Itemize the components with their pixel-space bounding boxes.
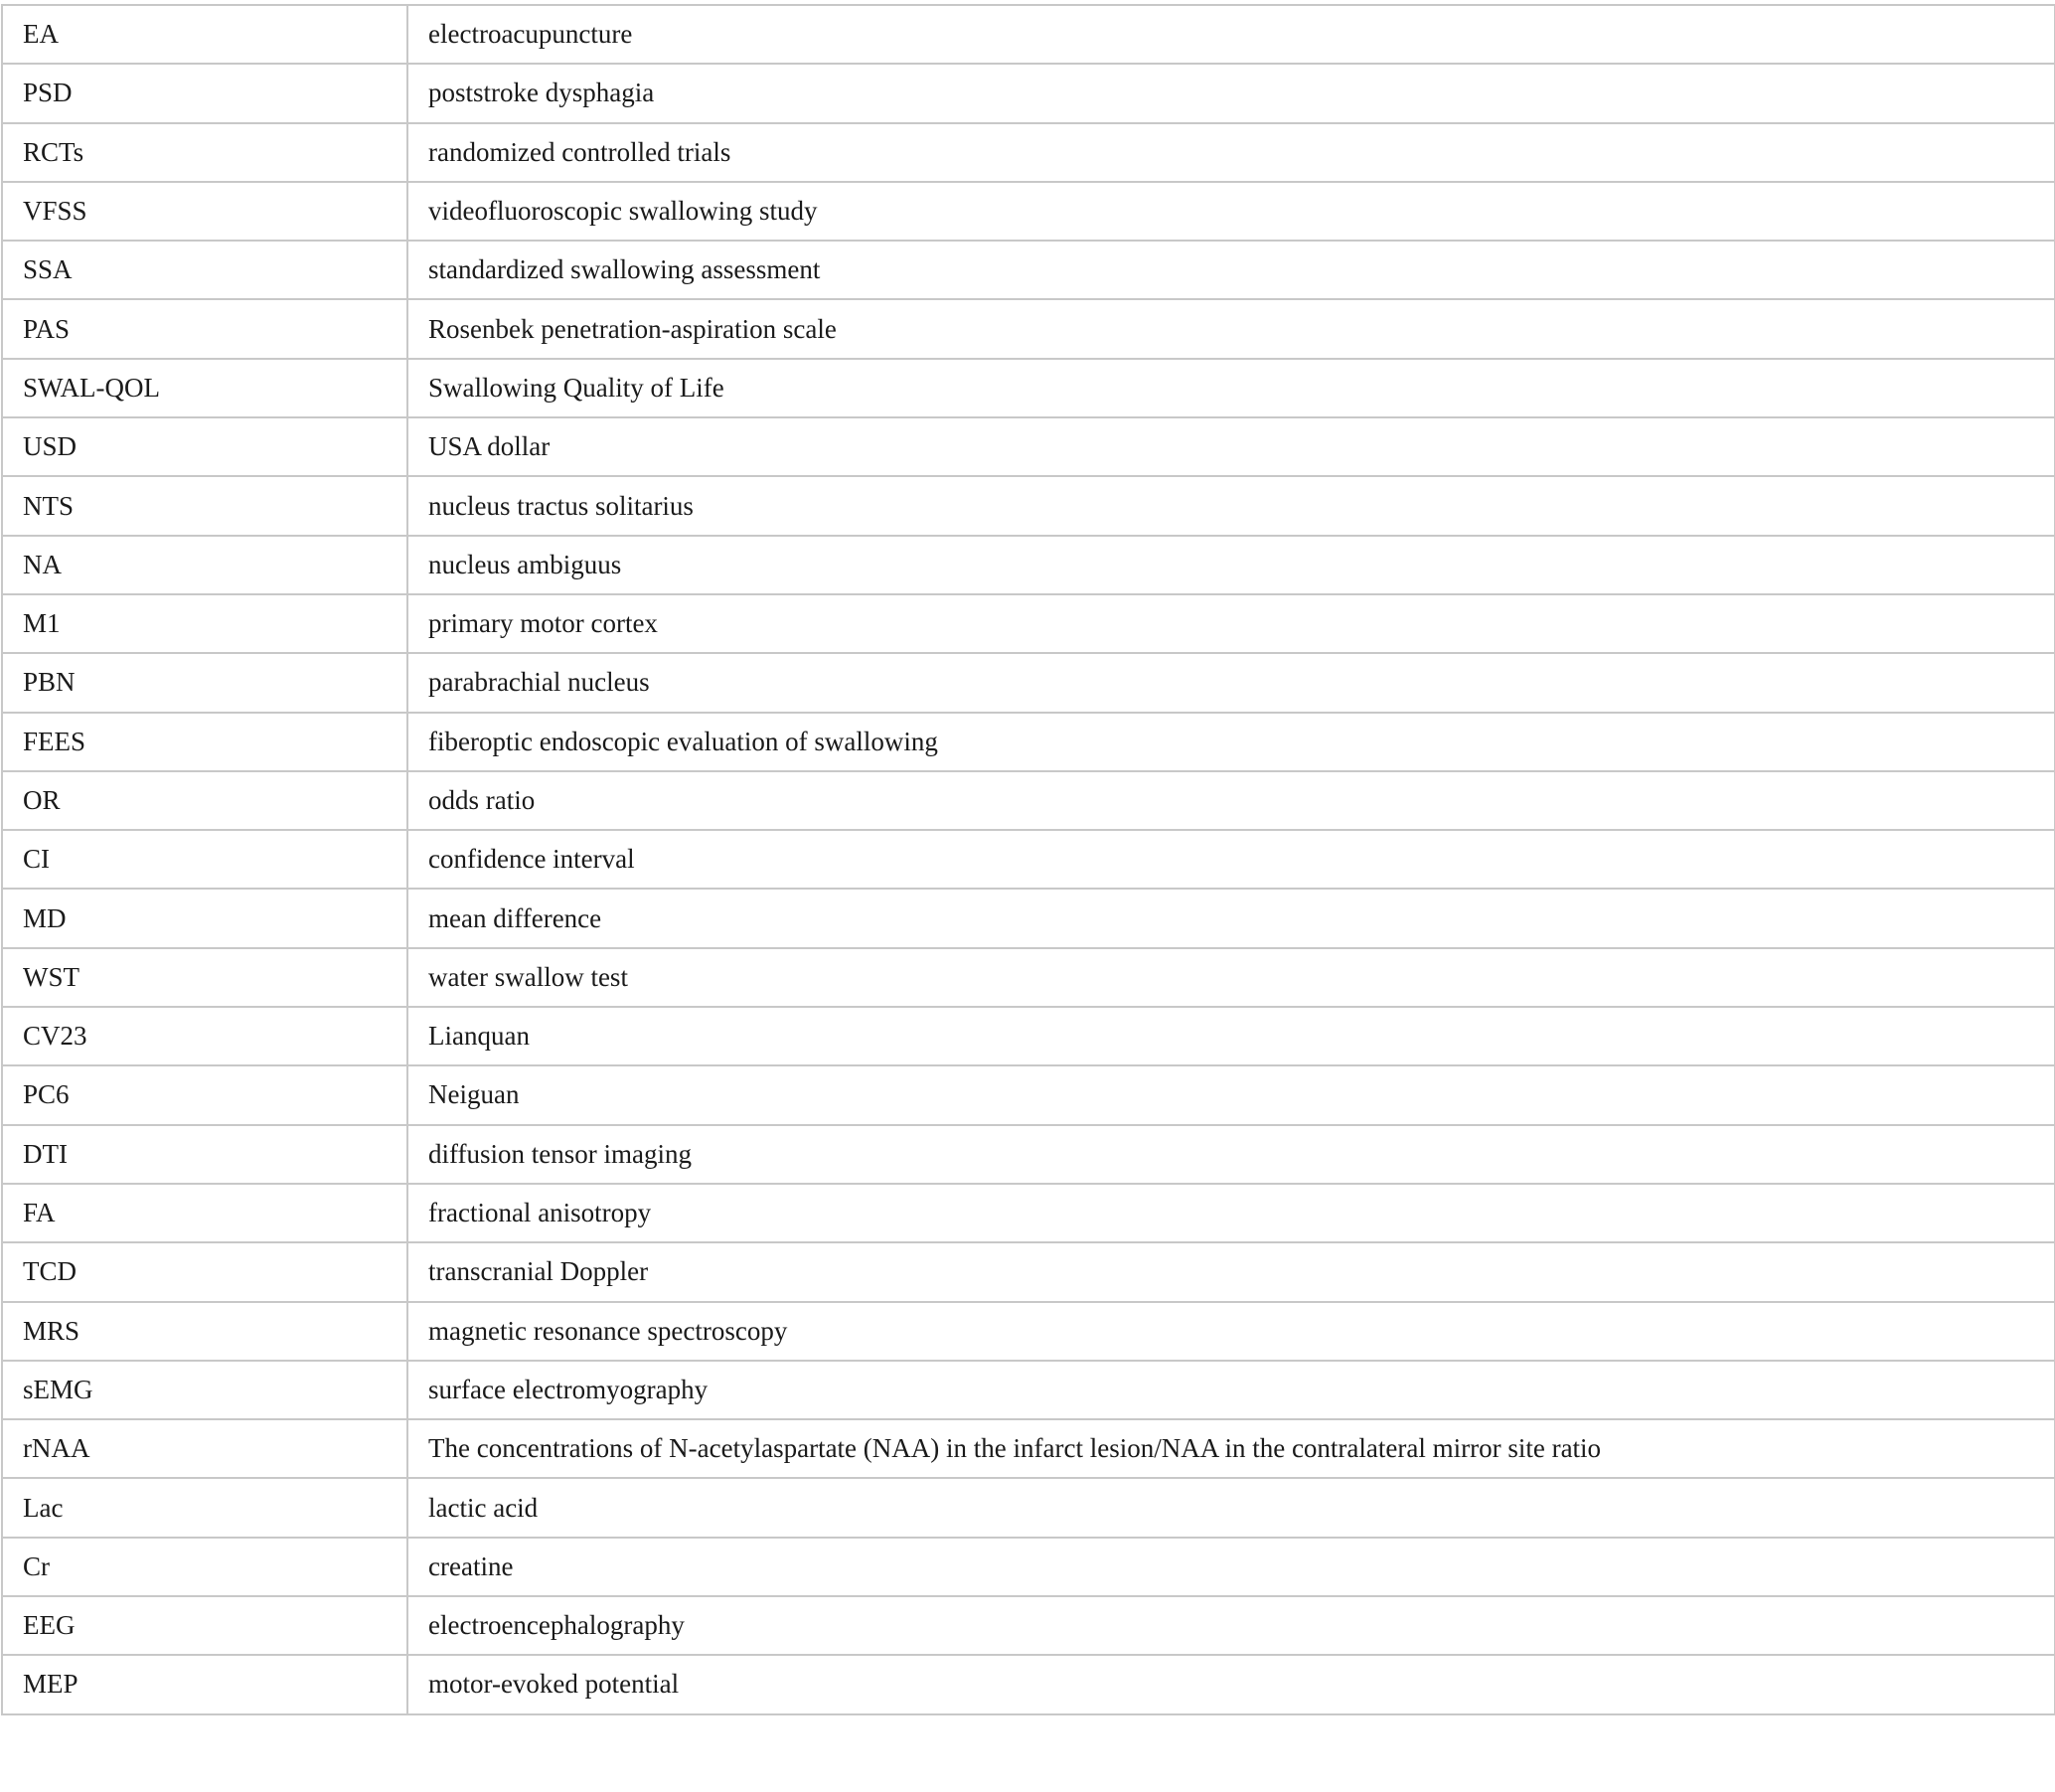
- table-row: [2, 1242, 2055, 1301]
- table-row: [2, 1184, 2055, 1242]
- table-row: [2, 1065, 2055, 1124]
- definition-cell: transcranial Doppler: [407, 1242, 2055, 1301]
- abbreviation-cell: NA: [2, 536, 407, 594]
- abbreviation-cell: M1: [2, 594, 407, 653]
- definition-cell: odds ratio: [407, 771, 2055, 830]
- table-row: [2, 653, 2055, 712]
- definition-cell: videofluoroscopic swallowing study: [407, 182, 2055, 241]
- table-row: [2, 1125, 2055, 1184]
- abbreviation-cell: MD: [2, 889, 407, 947]
- table-row: [2, 64, 2055, 122]
- definition-cell: The concentrations of N-acetylaspartate (NAA) in the infarct lesion/NAA in the contralateral mirror site ratio: [407, 1419, 2055, 1478]
- definition-cell: mean difference: [407, 889, 2055, 947]
- definition-cell: parabrachial nucleus: [407, 653, 2055, 712]
- definition-cell: fractional anisotropy: [407, 1184, 2055, 1242]
- abbreviation-cell: USD: [2, 417, 407, 476]
- abbreviation-cell: rNAA: [2, 1419, 407, 1478]
- definition-cell: water swallow test: [407, 948, 2055, 1007]
- abbreviation-cell: sEMG: [2, 1361, 407, 1419]
- definition-cell: diffusion tensor imaging: [407, 1125, 2055, 1184]
- table-row: [2, 948, 2055, 1007]
- abbreviation-cell: SSA: [2, 241, 407, 299]
- table-row: [2, 594, 2055, 653]
- table-row: [2, 1596, 2055, 1655]
- table-row: [2, 1302, 2055, 1361]
- table-row: [2, 1007, 2055, 1065]
- abbreviation-cell: Cr: [2, 1538, 407, 1596]
- abbreviation-cell: MRS: [2, 1302, 407, 1361]
- abbreviations-table-body: [2, 5, 2055, 1714]
- table-row: [2, 830, 2055, 889]
- abbreviation-cell: OR: [2, 771, 407, 830]
- abbreviation-cell: FA: [2, 1184, 407, 1242]
- table-row: [2, 1655, 2055, 1713]
- definition-cell: lactic acid: [407, 1478, 2055, 1537]
- abbreviation-cell: TCD: [2, 1242, 407, 1301]
- table-row: [2, 889, 2055, 947]
- definition-cell: USA dollar: [407, 417, 2055, 476]
- table-row: [2, 1419, 2055, 1478]
- abbreviation-cell: PSD: [2, 64, 407, 122]
- abbreviation-cell: Lac: [2, 1478, 407, 1537]
- table-row: [2, 713, 2055, 771]
- definition-cell: confidence interval: [407, 830, 2055, 889]
- definition-cell: electroacupuncture: [407, 5, 2055, 64]
- table-row: [2, 241, 2055, 299]
- definition-cell: primary motor cortex: [407, 594, 2055, 653]
- table-row: [2, 123, 2055, 182]
- table-row: [2, 476, 2055, 535]
- table-row: [2, 1478, 2055, 1537]
- table-row: [2, 1361, 2055, 1419]
- definition-cell: Swallowing Quality of Life: [407, 359, 2055, 417]
- definition-cell: motor-evoked potential: [407, 1655, 2055, 1713]
- abbreviation-cell: EA: [2, 5, 407, 64]
- definition-cell: electroencephalography: [407, 1596, 2055, 1655]
- abbreviation-cell: PC6: [2, 1065, 407, 1124]
- abbreviation-cell: SWAL-QOL: [2, 359, 407, 417]
- definition-cell: nucleus tractus solitarius: [407, 476, 2055, 535]
- definition-cell: Lianquan: [407, 1007, 2055, 1065]
- definition-cell: randomized controlled trials: [407, 123, 2055, 182]
- table-row: [2, 1538, 2055, 1596]
- abbreviations-table: [1, 4, 2055, 1715]
- abbreviation-cell: RCTs: [2, 123, 407, 182]
- definition-cell: creatine: [407, 1538, 2055, 1596]
- definition-cell: nucleus ambiguus: [407, 536, 2055, 594]
- definition-cell: fiberoptic endoscopic evaluation of swallowing: [407, 713, 2055, 771]
- abbreviation-cell: WST: [2, 948, 407, 1007]
- table-row: [2, 5, 2055, 64]
- abbreviation-cell: VFSS: [2, 182, 407, 241]
- abbreviation-cell: NTS: [2, 476, 407, 535]
- definition-cell: poststroke dysphagia: [407, 64, 2055, 122]
- table-row: [2, 417, 2055, 476]
- abbreviation-cell: MEP: [2, 1655, 407, 1713]
- table-row: [2, 359, 2055, 417]
- abbreviation-cell: PBN: [2, 653, 407, 712]
- abbreviation-cell: CV23: [2, 1007, 407, 1065]
- abbreviation-cell: CI: [2, 830, 407, 889]
- table-row: [2, 182, 2055, 241]
- definition-cell: magnetic resonance spectroscopy: [407, 1302, 2055, 1361]
- table-row: [2, 536, 2055, 594]
- definition-cell: surface electromyography: [407, 1361, 2055, 1419]
- definition-cell: Neiguan: [407, 1065, 2055, 1124]
- table-row: [2, 771, 2055, 830]
- abbreviation-cell: PAS: [2, 299, 407, 358]
- abbreviation-cell: DTI: [2, 1125, 407, 1184]
- abbreviation-cell: FEES: [2, 713, 407, 771]
- abbreviation-cell: EEG: [2, 1596, 407, 1655]
- table-row: [2, 299, 2055, 358]
- definition-cell: Rosenbek penetration-aspiration scale: [407, 299, 2055, 358]
- definition-cell: standardized swallowing assessment: [407, 241, 2055, 299]
